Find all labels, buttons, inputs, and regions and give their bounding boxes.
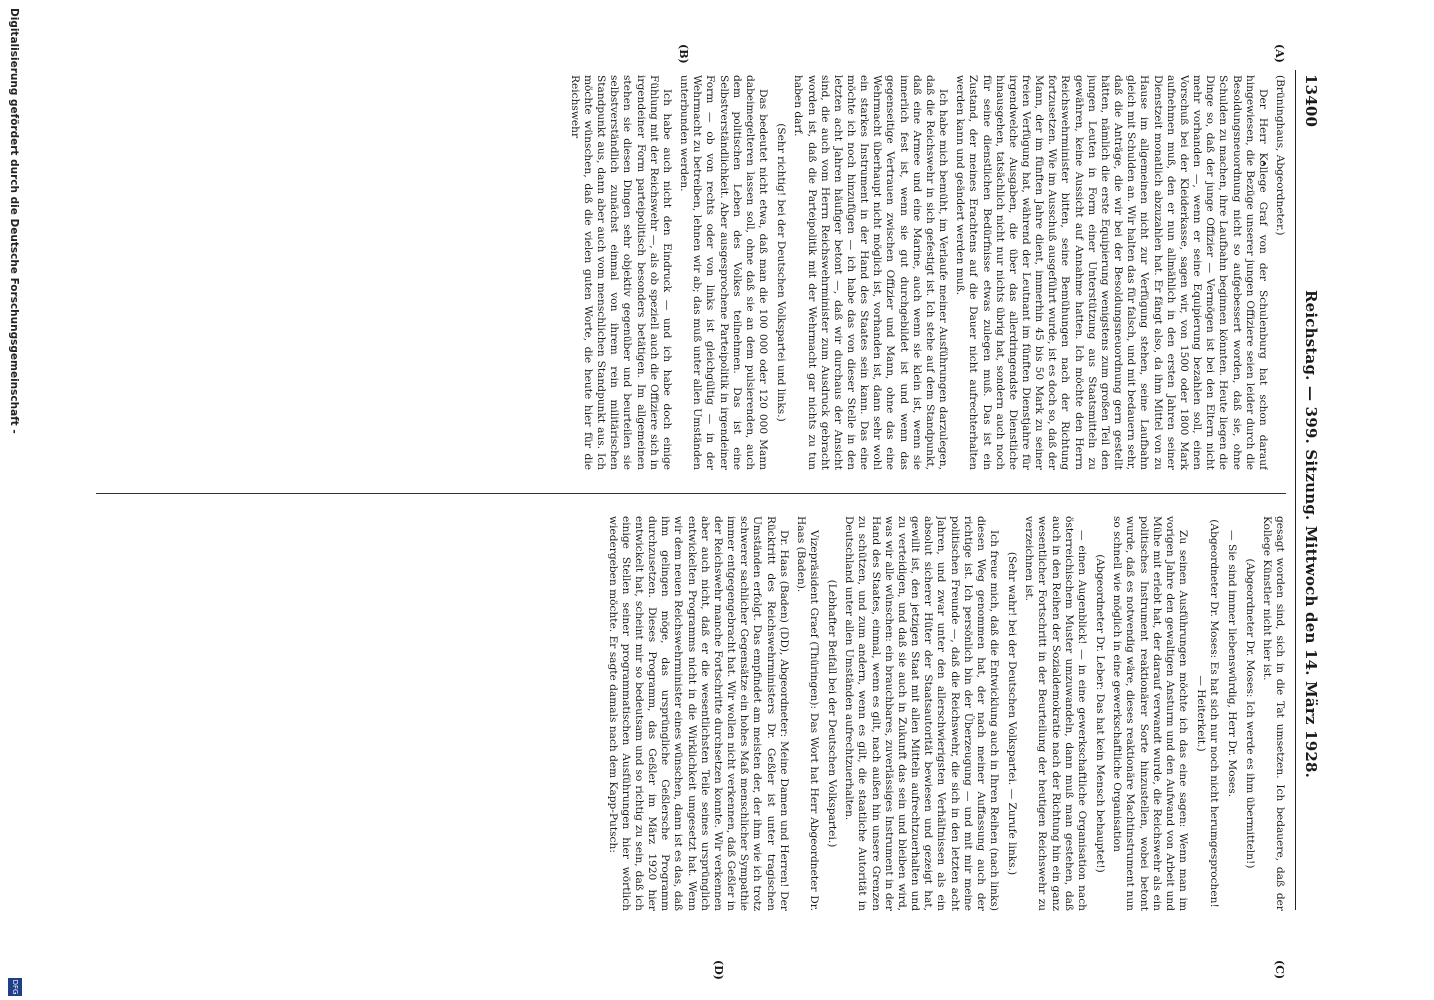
paragraph: — einen Augenblick! — in eine gewerkschaftliche Organisation nach österreichischem Muster umzuwandeln, dann muß man gestehen, daß auch in den Reihen der Sozialdemokratie nach der Richtung hin ein ganz wesentlicher Fortschritt in der Beurteilung der heutigen Reichswehr zu verzeichnen ist. <box>1023 516 1088 911</box>
interjection: (Abgeordneter Dr. Moses: Ich werde es ihm übermitteln!) <box>1243 558 1256 869</box>
paragraph: Ich freue mich, daß die Entwicklung auch in Ihren Reihen (nach links) diesen Weg genommen hat, der nach meiner Auffassung auch der richtige ist. Ich persönlich bin der Überzeugung — und mit mir meine politischen Freunde —, daß die Reichswehr, die sich in den letzten acht Jahren, und zwar unter den allerschwierigsten Verhältnissen als ein absolut sicherer Hüter der Staatsautorität bewiesen und gezeigt hat, gewillt ist, den jetzigen Staat mit allen Mitteln aufrechtzuerhalten und zu verteidigen, und daß sie auch in Zukunft das sein und bleiben wird, was wir alle wünschen: ein brauchbares, zuverlässiges Instrument in der Hand des Staates, einmal, wenn es gilt, nach außen hin unsere Grenzen zu schützen, und zum andern, wenn es gilt, die staatliche Autorität in Deutschland unter allen Umständen aufrechtzuerhalten. <box>843 516 1001 911</box>
paragraph: Vizepräsident Graef (Thüringen): Das Wort hat Herr Abgeordneter Dr. Haas (Baden). <box>794 516 820 911</box>
paragraph: gesagt worden sind, sich in die Tat umsetzen. Ich bedauere, daß der Kollege Künstler nicht hier ist. <box>1260 516 1286 911</box>
interjection: (Sehr wahr! bei der Deutschen Volkspartei. — Zurufe links.) <box>1006 551 1019 876</box>
dfg-logo: DFG <box>8 978 22 996</box>
margin-marker-d: (D) <box>712 960 725 980</box>
paragraph: Das bedeutet nicht etwa, daß man die 100 000 oder 120 000 Mann dabeimegelteren lassen soll, ohne daß sie an dem pulsierenden, auch dem politischen Leben des Volkes teilnehmen. Das ist eine Selbstverständlichkeit. Aber ausgesprochene Parteipolitik in irgendeiner Form — ob von rechts oder von links ist gleichgültig — in der Wehrmacht zu betreiben, lehnen wir ab; das muß unter allen Umständen unterbunden werden. <box>678 75 770 470</box>
footer-credit: Digitalisierung gefördert durch die Deutsche Forschungsgemeinschaft - <box>8 8 20 434</box>
page-header <box>1295 70 1322 910</box>
interjection: (Lebhafter Beifall bei der Deutschen Volkspartei.) <box>826 579 839 848</box>
column-divider <box>96 493 1286 494</box>
paragraph: Zu seinen Ausführungen möchte ich das eine sagen: Wenn man im vorigen Jahre den gewaltigen Ansturm und den Aufwand von Arbeit und Mühe mit erlebt hat, der darauf verwandt wurde, die Reichswehr als ein politisches Instrument reaktionärer Sorte hinzustellen, wobei betont wurde, daß es notwendig wäre, dieses reaktionäre Machtinstrument nun so schnell wie möglich in eine gewerkschaftliche Organisation <box>1111 516 1190 911</box>
paragraph: Ich habe auch nicht den Eindruck — und ich habe doch einige Fühlung mit der Reichswehr —, als ob speziell auch die Offiziere sich in irgendeiner Form parteipolitisch besonders betätigen. Im allgemeinen stehen sie diesen Dingen sehr objektiv gegenüber und beurteilen sie selbstverständlich zunächst einmal von ihrem rein militärischen Standpunkt aus, dann aber auch vom menschlichen Standpunkt aus. Ich möchte wünschen, daß die vielen guten Worte, die heute hier für die Reichswehr <box>568 75 673 470</box>
header-title: Reichstag. — 399. Sitzung. Mittwoch den 14. März 1928. <box>1302 290 1320 779</box>
paragraph: (Brüninghaus, Abgeordneter.) <box>1274 75 1286 236</box>
margin-marker-a: (A) <box>1273 44 1286 63</box>
interjection: (Abgeordneter Dr. Leber: Das hat kein Mensch behauptet!) <box>1094 554 1107 873</box>
digitization-footer <box>0 0 28 1000</box>
paragraph: Dr. Haas (Baden) (DD), Abgeordneter: Meine Damen und Herren! Der Rücktritt des Reichswehrministers Dr. Geßler ist unter tragischen Umständen erfolgt. Das empfindet am meisten der, der ihm wie ich trotz schwerer sachlicher Gegensätze ein hohes Maß menschlicher Sympathie immer entgegengebracht hat. Wir wollen nicht verkennen, daß Geßler in der Reichswehr manche Fortschritte durchsetzen konnte. Wir verkennen aber auch nicht, daß er die wesentlichsten Teile seines ursprünglich entwickelten Programms nicht in die Wirklichkeit umgesetzt hat. Wenn wir dem neuen Reichswehrminister eines wünschen, dann ist es das, daß ihm gelingen möge, das ursprüngliche Geßlersche Programm durchzusetzen. Dieses Programm, das Geßler im März 1920 hier entwickelt hat, scheint mir so bedeutsam und so richtig zu sein, daß ich einige Stellen seiner programmatischen Ausführungen hier wörtlich wiedergeben möchte. Er sagte damals nach dem Kapp-Putsch: <box>606 516 790 911</box>
page-number: 13400 <box>1302 74 1320 128</box>
paragraph: Der Herr Kollege Graf von der Schulenburg hat schon darauf hingewiesen, die Bezüge unserer jungen Offiziere seien leider durch die Besoldungsneuordnung nicht so aufgebessert worden, daß sie, ohne Schulden zu machen, ihre Laufbahn beginnen könnten. Heute liegen die Dinge so, daß der junge Offizier — Vermögen ist bei den Eltern nicht mehr vorhanden —, wenn er seine Equipierung bezahlen soll, einen Vorschuß bei der Kleiderkasse, sagen wir, von 1500 oder 1800 Mark aufnehmen muß, den er nun allmählich in den ersten Jahren seiner Dienstzeit monatlich abzuzahlen hat. Er fängt also, da ihm Mittel von zu Hause im allgemeinen nicht zur Verfügung stehen, seine Laufbahn gleich mit Schulden an. Wir halten das für falsch, und mit bedauern sehr, daß die Anträge, die wir bei der Besoldungsneuordnung gern gestellt hätten, nämlich die erste Equipierung wenigstens zum großen Teil den jungen Leuten in Form einer Unterstützung aus Staatsmitteln zu gewähren, keine Aussicht auf Annahme hatten. Ich möchte den Herrn Reichswehrminister bitten, seine Bemühungen nach der Richtung fortzusetzen. Wie im Ausschuß ausgeführt wurde, ist es doch so, daß der Mann, der im fünften Jahre dient, immerhin 45 bis 50 Mark zu seiner freien Verfügung hat, während der Leutnant im fünften Dienstjahre für irgendwelche Ausgaben, die über das allerdringendste Dienstliche hinausgehen, tatsächlich nicht nur nichts übrig hat, sondern auch noch für seine dienstlichen Bedürfnisse etwas zulegen muß. Das ist ein Zustand, der meines Erachtens auf die Dauer nicht aufrechterhalten werden kann und geändert werden muß. <box>954 75 1269 470</box>
left-column <box>86 75 1286 470</box>
paragraph: — Sie sind immer liebenswürdig, Herr Dr. Moses. <box>1225 530 1238 798</box>
interjection: (Abgeordneter Dr. Moses: Es hat sich nur noch nicht herumgesprochen! — Heiterkeit.) <box>1195 519 1221 908</box>
interjection: (Sehr richtig! bei der Deutschen Volkspartei und links.) <box>775 123 788 422</box>
margin-marker-b: (B) <box>677 44 690 64</box>
right-column <box>86 516 1286 911</box>
paragraph: Ich habe mich bemüht, im Verlaufe meiner Ausführungen darzulegen, daß die Reichswehr in sich gefestigt ist. Ich stehe auf dem Standpunkt, daß eine Armee und eine Marine, auch wenn sie klein ist, wenn sie innerlich fest ist, wenn sie gut durchgebildet ist und wenn das gegenseitige Vertrauen zwischen Offizier und Mann, ohne das eine Wehrmacht überhaupt nicht möglich ist, vorhanden ist, dann sehr wohl ein starkes Instrument in der Hand des Staates sein kann. Das eine möchte ich noch hinzufügen — ich habe das von dieser Stelle in den letzten acht Jahren häufiger betont —, daß wir durchaus der Ansicht sind, die auch vom Herrn Reichswehrminister zum Ausdruck gebracht worden ist, daß die Parteipolitik mit der Wehrmacht gar nichts zu tun haben darf. <box>792 75 950 470</box>
margin-marker-c: (C) <box>1273 960 1286 980</box>
